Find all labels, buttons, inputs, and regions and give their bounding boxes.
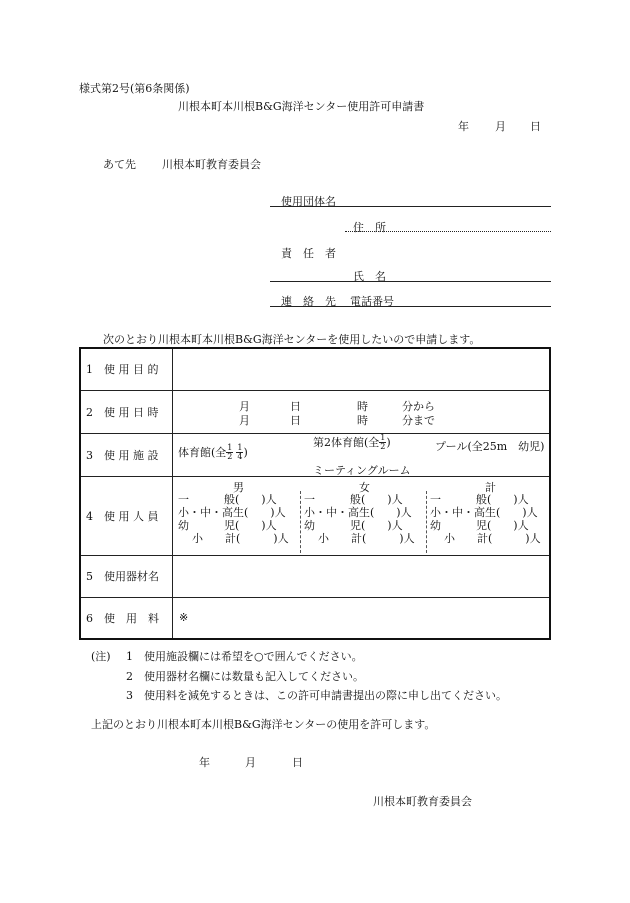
- female-infant-a: 幼: [304, 518, 315, 532]
- group-name-line[interactable]: [270, 206, 551, 207]
- facility-label: 3 使 用 施 設: [80, 433, 173, 476]
- form-title: 川根本町本川根B&G海洋センター使用許可申請書: [178, 100, 425, 113]
- date-day: 日: [530, 120, 541, 133]
- header-total: 計: [485, 480, 496, 494]
- total-school: 小・中・高生( )人: [430, 505, 538, 519]
- dt-to: 分まで: [402, 413, 435, 427]
- datetime-label: 2 使 用 日 時: [80, 390, 173, 433]
- purpose-field[interactable]: [173, 348, 551, 390]
- gym2-suffix: ): [386, 435, 391, 449]
- male-column[interactable]: [178, 493, 300, 545]
- male-subtotal: 小 計( )人: [192, 531, 289, 545]
- group-name-label: 使用団体名: [281, 195, 336, 208]
- dt-from: 分から: [402, 399, 435, 413]
- note-1: 1 使用施設欄には希望を○で囲んでください。: [126, 650, 363, 663]
- datetime-field[interactable]: [173, 390, 551, 433]
- facility-gym2[interactable]: [313, 434, 391, 452]
- total-general-a: 一: [430, 492, 441, 506]
- contact-label: 連 絡 先: [281, 295, 336, 308]
- header-male: 男: [233, 480, 244, 494]
- addressee-name: 川根本町教育委員会: [162, 158, 261, 171]
- dt-month-1: 月: [239, 399, 250, 413]
- date-year: 年: [458, 120, 469, 133]
- dt-day-1: 日: [290, 399, 301, 413]
- people-field[interactable]: [173, 476, 551, 555]
- total-infant-b: 児( )人: [476, 518, 529, 532]
- dt-month-2: 月: [239, 413, 250, 427]
- gym1-prefix: 体育館(全: [178, 445, 227, 459]
- equipment-field[interactable]: [173, 555, 551, 597]
- male-infant-a: 幼: [178, 518, 189, 532]
- facility-field[interactable]: [173, 433, 551, 476]
- address-line[interactable]: [345, 231, 551, 232]
- gym1-suffix: ): [243, 445, 248, 459]
- form-number: 様式第2号(第6条関係): [79, 82, 190, 95]
- addressee-label: あて先: [103, 158, 136, 171]
- equipment-label: 5 使用器材名: [80, 555, 173, 597]
- note-2: 2 使用器材名欄には数量も記入してください。: [126, 670, 364, 683]
- people-divider-2: [426, 491, 427, 553]
- issuer-name: 川根本町教育委員会: [373, 795, 472, 808]
- male-general-a: 一: [178, 492, 189, 506]
- male-general-b: 般( )人: [224, 492, 277, 506]
- note-3: 3 使用料を減免するときは、この許可申請書提出の際に申し出てください。: [126, 689, 507, 702]
- people-label: 4 使 用 人 員: [80, 476, 173, 555]
- header-female: 女: [359, 480, 370, 494]
- dt-hour-1: 時: [357, 399, 368, 413]
- phone-label: 電話番号: [350, 295, 394, 308]
- fee-label: 6 使 用 料: [80, 597, 173, 639]
- approval-year: 年: [199, 756, 210, 769]
- purpose-label: 1 使 用 目 的: [80, 348, 173, 390]
- female-subtotal: 小 計( )人: [318, 531, 415, 545]
- intro-text: 次のとおり川根本町本川根B&G海洋センターを使用したいので申請します。: [103, 333, 481, 346]
- application-table: [79, 347, 551, 640]
- female-infant-b: 児( )人: [350, 518, 403, 532]
- dt-hour-2: 時: [357, 413, 368, 427]
- facility-pool[interactable]: プール(全25m 幼児): [435, 439, 545, 453]
- total-subtotal: 小 計( )人: [444, 531, 541, 545]
- total-column[interactable]: [430, 493, 552, 545]
- approval-month: 月: [245, 756, 256, 769]
- total-infant-a: 幼: [430, 518, 441, 532]
- address-label: 住 所: [353, 221, 386, 234]
- responsible-label: 責 任 者: [281, 247, 336, 260]
- approval-text: 上記のとおり川根本町本川根B&G海洋センターの使用を許可します。: [91, 718, 436, 731]
- female-column[interactable]: [304, 493, 426, 545]
- gym2-prefix: 第2体育館(全: [313, 435, 380, 449]
- person-name-line[interactable]: [270, 281, 551, 282]
- dt-day-2: 日: [290, 413, 301, 427]
- phone-line[interactable]: [270, 306, 551, 307]
- person-name-label: 氏 名: [353, 270, 386, 283]
- male-school: 小・中・高生( )人: [178, 505, 286, 519]
- female-school: 小・中・高生( )人: [304, 505, 412, 519]
- female-general-a: 一: [304, 492, 315, 506]
- people-divider-1: [300, 491, 301, 553]
- facility-gym1[interactable]: [178, 444, 248, 462]
- male-infant-b: 児( )人: [224, 518, 277, 532]
- date-month: 月: [495, 120, 506, 133]
- gym1-fraction-quarter: $\frac{1}{4}$: [237, 443, 243, 461]
- gym1-fraction-half: $\frac{1}{2}$: [227, 443, 233, 461]
- facility-meeting-room[interactable]: ミーティングルーム: [313, 463, 411, 477]
- total-general-b: 般( )人: [476, 492, 529, 506]
- female-general-b: 般( )人: [350, 492, 403, 506]
- fee-mark: ※: [179, 611, 189, 625]
- notes-label: (注): [91, 650, 111, 663]
- fee-field[interactable]: [173, 597, 551, 639]
- gym2-fraction-half: $\frac{1}{2}$: [380, 433, 386, 451]
- approval-day: 日: [292, 756, 303, 769]
